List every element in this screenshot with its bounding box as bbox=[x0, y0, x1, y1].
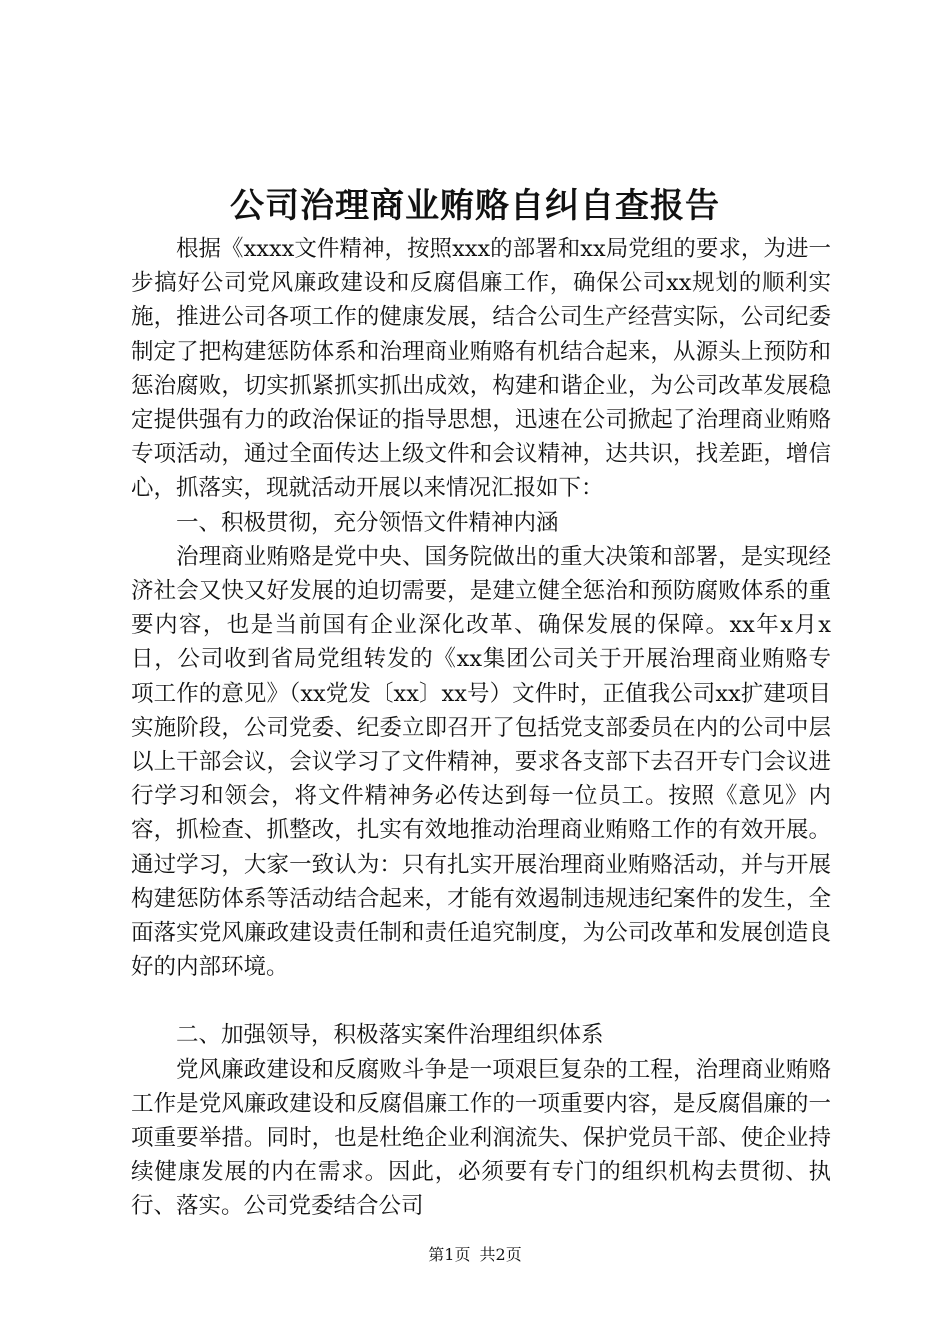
page-number: 第1页 bbox=[428, 1245, 471, 1264]
document-title: 公司治理商业贿赂自纠自查报告 bbox=[230, 186, 720, 226]
section-1-paragraph: 治理商业贿赂是党中央、国务院做出的重大决策和部署，是实现经济社会又快又好发展的迫切需要，是建立健全惩治和预防腐败体系的重要内容，也是当前国有企业深化改革、确保发展的保障。xx年x月x日，公司收到省局党组转发的《xx集团公司关于开展治理商业贿赂专项工作的意见》（xx党发〔xx〕xx号）文件时，正值我公司xx扩建项目实施阶段，公司党委、纪委立即召开了包括党支部委员在内的公司中层以上干部会议，会议学习了文件精神，要求各支部下去召开专门会议进行学习和领会，将文件精神务必传达到每一位员工。按照《意见》内容，抓检查、抓整改，扎实有效地推动治理商业贿赂工作的有效开展。通过学习，大家一致认为：只有扎实开展治理商业贿赂活动，并与开展构建惩防体系等活动结合起来，才能有效遏制违规违纪案件的发生，全面落实党风廉政建设责任制和责任追究制度，为公司改革和发展创造良好的内部环境。 bbox=[131, 543, 831, 981]
paragraph-spacer bbox=[131, 984, 831, 1018]
section-2-paragraph: 党风廉政建设和反腐败斗争是一项艰巨复杂的工程，治理商业贿赂工作是党风廉政建设和反腐倡廉工作的一项重要内容，是反腐倡廉的一项重要举措。同时，也是杜绝企业利润流失、保护党员干部、使企业持续健康发展的内在需求。因此，必须要有专门的组织机构去贯彻、执行、落实。公司党委结合公司 bbox=[131, 1056, 831, 1220]
intro-paragraph: 根据《xxxx文件精神，按照xxx的部署和xx局党组的要求，为进一步搞好公司党风廉政建设和反腐倡廉工作，确保公司xx规划的顺利实施，推进公司各项工作的健康发展，结合公司生产经营实际，公司纪委制定了把构建惩防体系和治理商业贿赂有机结合起来，从源头上预防和惩治腐败，切实抓紧抓实抓出成效，构建和谐企业，为公司改革发展稳定提供强有力的政治保证的指导思想，迅速在公司掀起了治理商业贿赂专项活动，通过全面传达上级文件和会议精神，达共识，找差距，增信心，抓落实，现就活动开展以来情况汇报如下： bbox=[131, 236, 831, 502]
page-total: 共2页 bbox=[479, 1245, 522, 1264]
page-footer bbox=[0, 1244, 950, 1266]
section-heading-2: 二、加强领导，积极落实案件治理组织体系 bbox=[176, 1022, 604, 1049]
document-body bbox=[131, 232, 831, 1224]
section-heading-1: 一、积极贯彻，充分领悟文件精神内涵 bbox=[176, 509, 559, 536]
